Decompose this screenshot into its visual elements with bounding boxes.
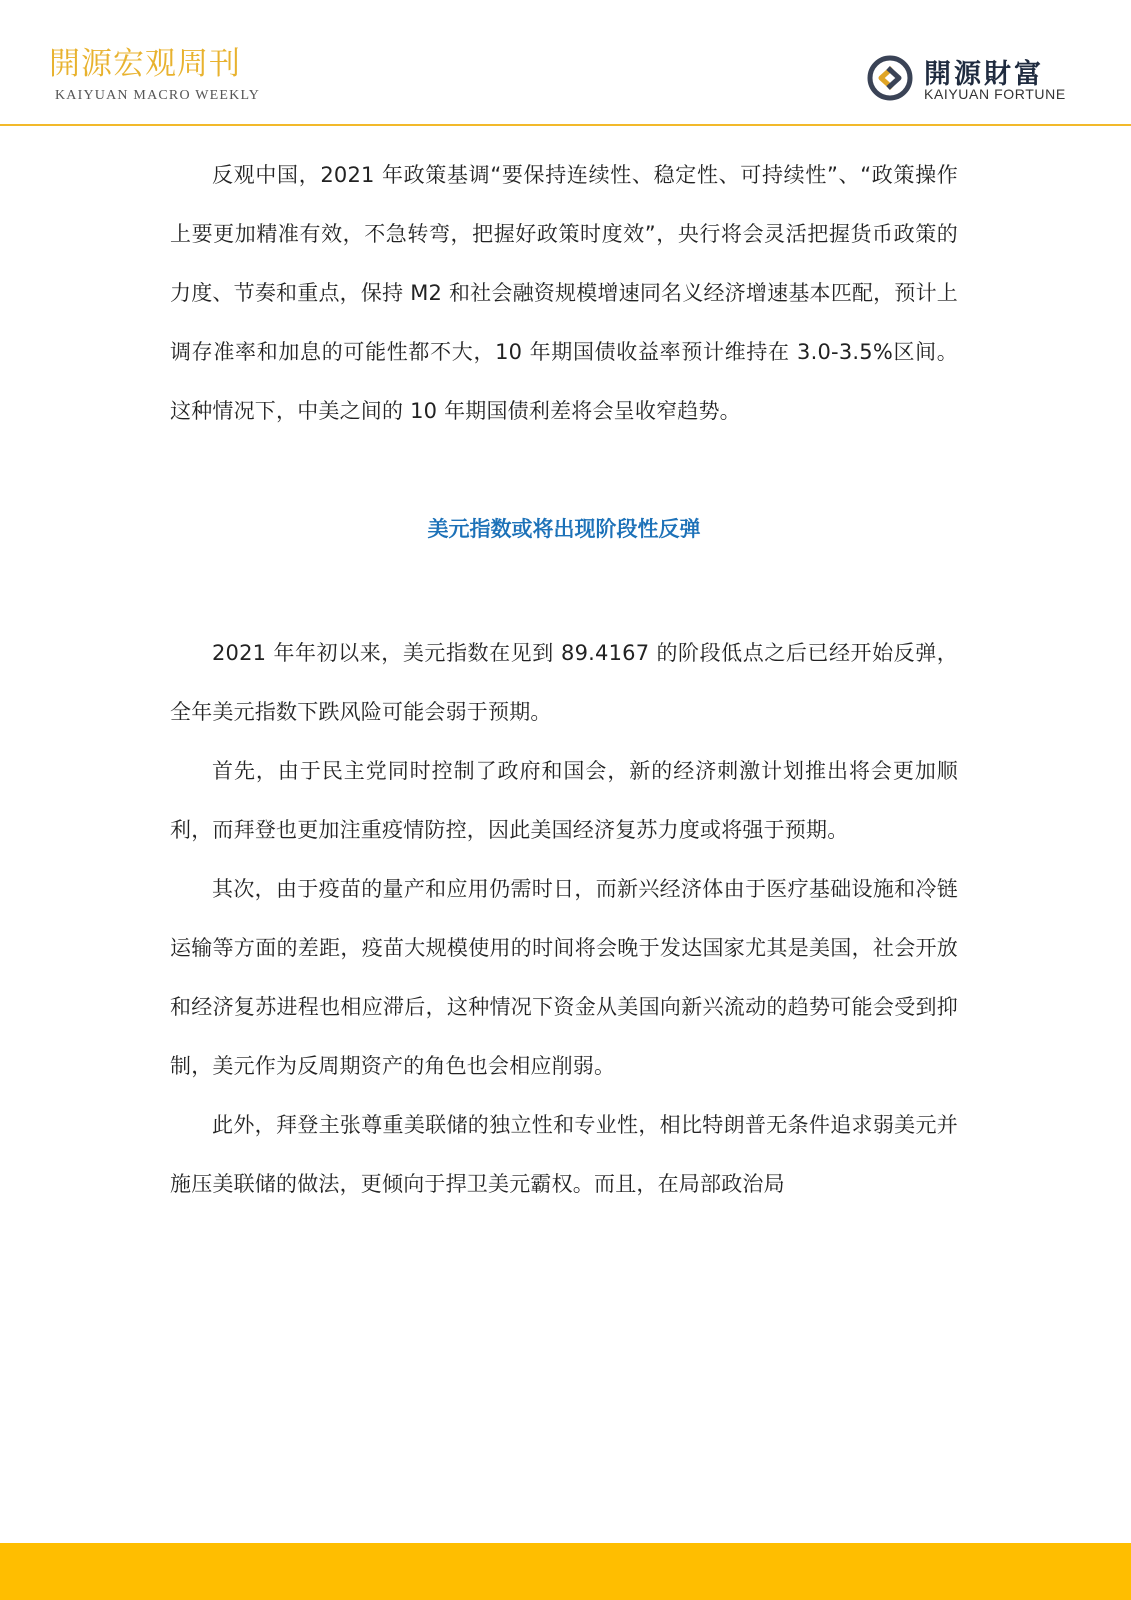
footer-band — [0, 1543, 1131, 1600]
company-logo — [866, 54, 1096, 106]
paragraph: 此外，拜登主张尊重美联储的独立性和专业性，相比特朗普无条件追求弱美元并施压美联储的做法，更倾向于捍卫美元霸权。而且，在局部政治局 — [170, 1113, 958, 1196]
publication-subtitle: KAIYUAN MACRO WEEKLY — [55, 88, 261, 103]
article-body — [170, 146, 958, 1214]
paragraph-intro: 反观中国，2021 年政策基调“要保持连续性、稳定性、可持续性”、“政策操作上要更加精准有效，不急转弯，把握好政策时度效”，央行将会灵活把握货币政策的力度、节奏和重点，保持 M2 和社会融资规模增速同名义经济增速基本匹配，预计上调存准率和加息的可能性都不大，10 年期国债收益率预计维持在 3.0-3.5%区间。这种情况下，中美之间的 10 年期国债利差将会呈收窄趋势。 — [170, 163, 958, 423]
paragraph: 首先，由于民主党同时控制了政府和国会，新的经济刺激计划推出将会更加顺利，而拜登也更加注重疫情防控，因此美国经济复苏力度或将强于预期。 — [170, 759, 958, 842]
page-header — [0, 0, 1131, 127]
paragraph: 2021 年年初以来，美元指数在见到 89.4167 的阶段低点之后已经开始反弹，全年美元指数下跌风险可能会弱于预期。 — [170, 641, 958, 724]
publication-title: 開源宏观周刊 — [49, 46, 241, 82]
logo-name-cn: 開源財富 — [924, 59, 1044, 90]
paragraph: 其次，由于疫苗的量产和应用仍需时日，而新兴经济体由于医疗基础设施和冷链运输等方面的差距，疫苗大规模使用的时间将会晚于发达国家尤其是美国，社会开放和经济复苏进程也相应滞后，这种情况下资金从美国向新兴流动的趋势可能会受到抑制，美元作为反周期资产的角色也会相应削弱。 — [170, 877, 958, 1078]
section-heading: 美元指数或将出现阶段性反弹 — [427, 517, 701, 541]
logo-name-en: KAIYUAN FORTUNE — [924, 86, 1066, 102]
kaiyuan-logo-mark-icon — [866, 54, 914, 102]
header-divider — [0, 124, 1131, 126]
